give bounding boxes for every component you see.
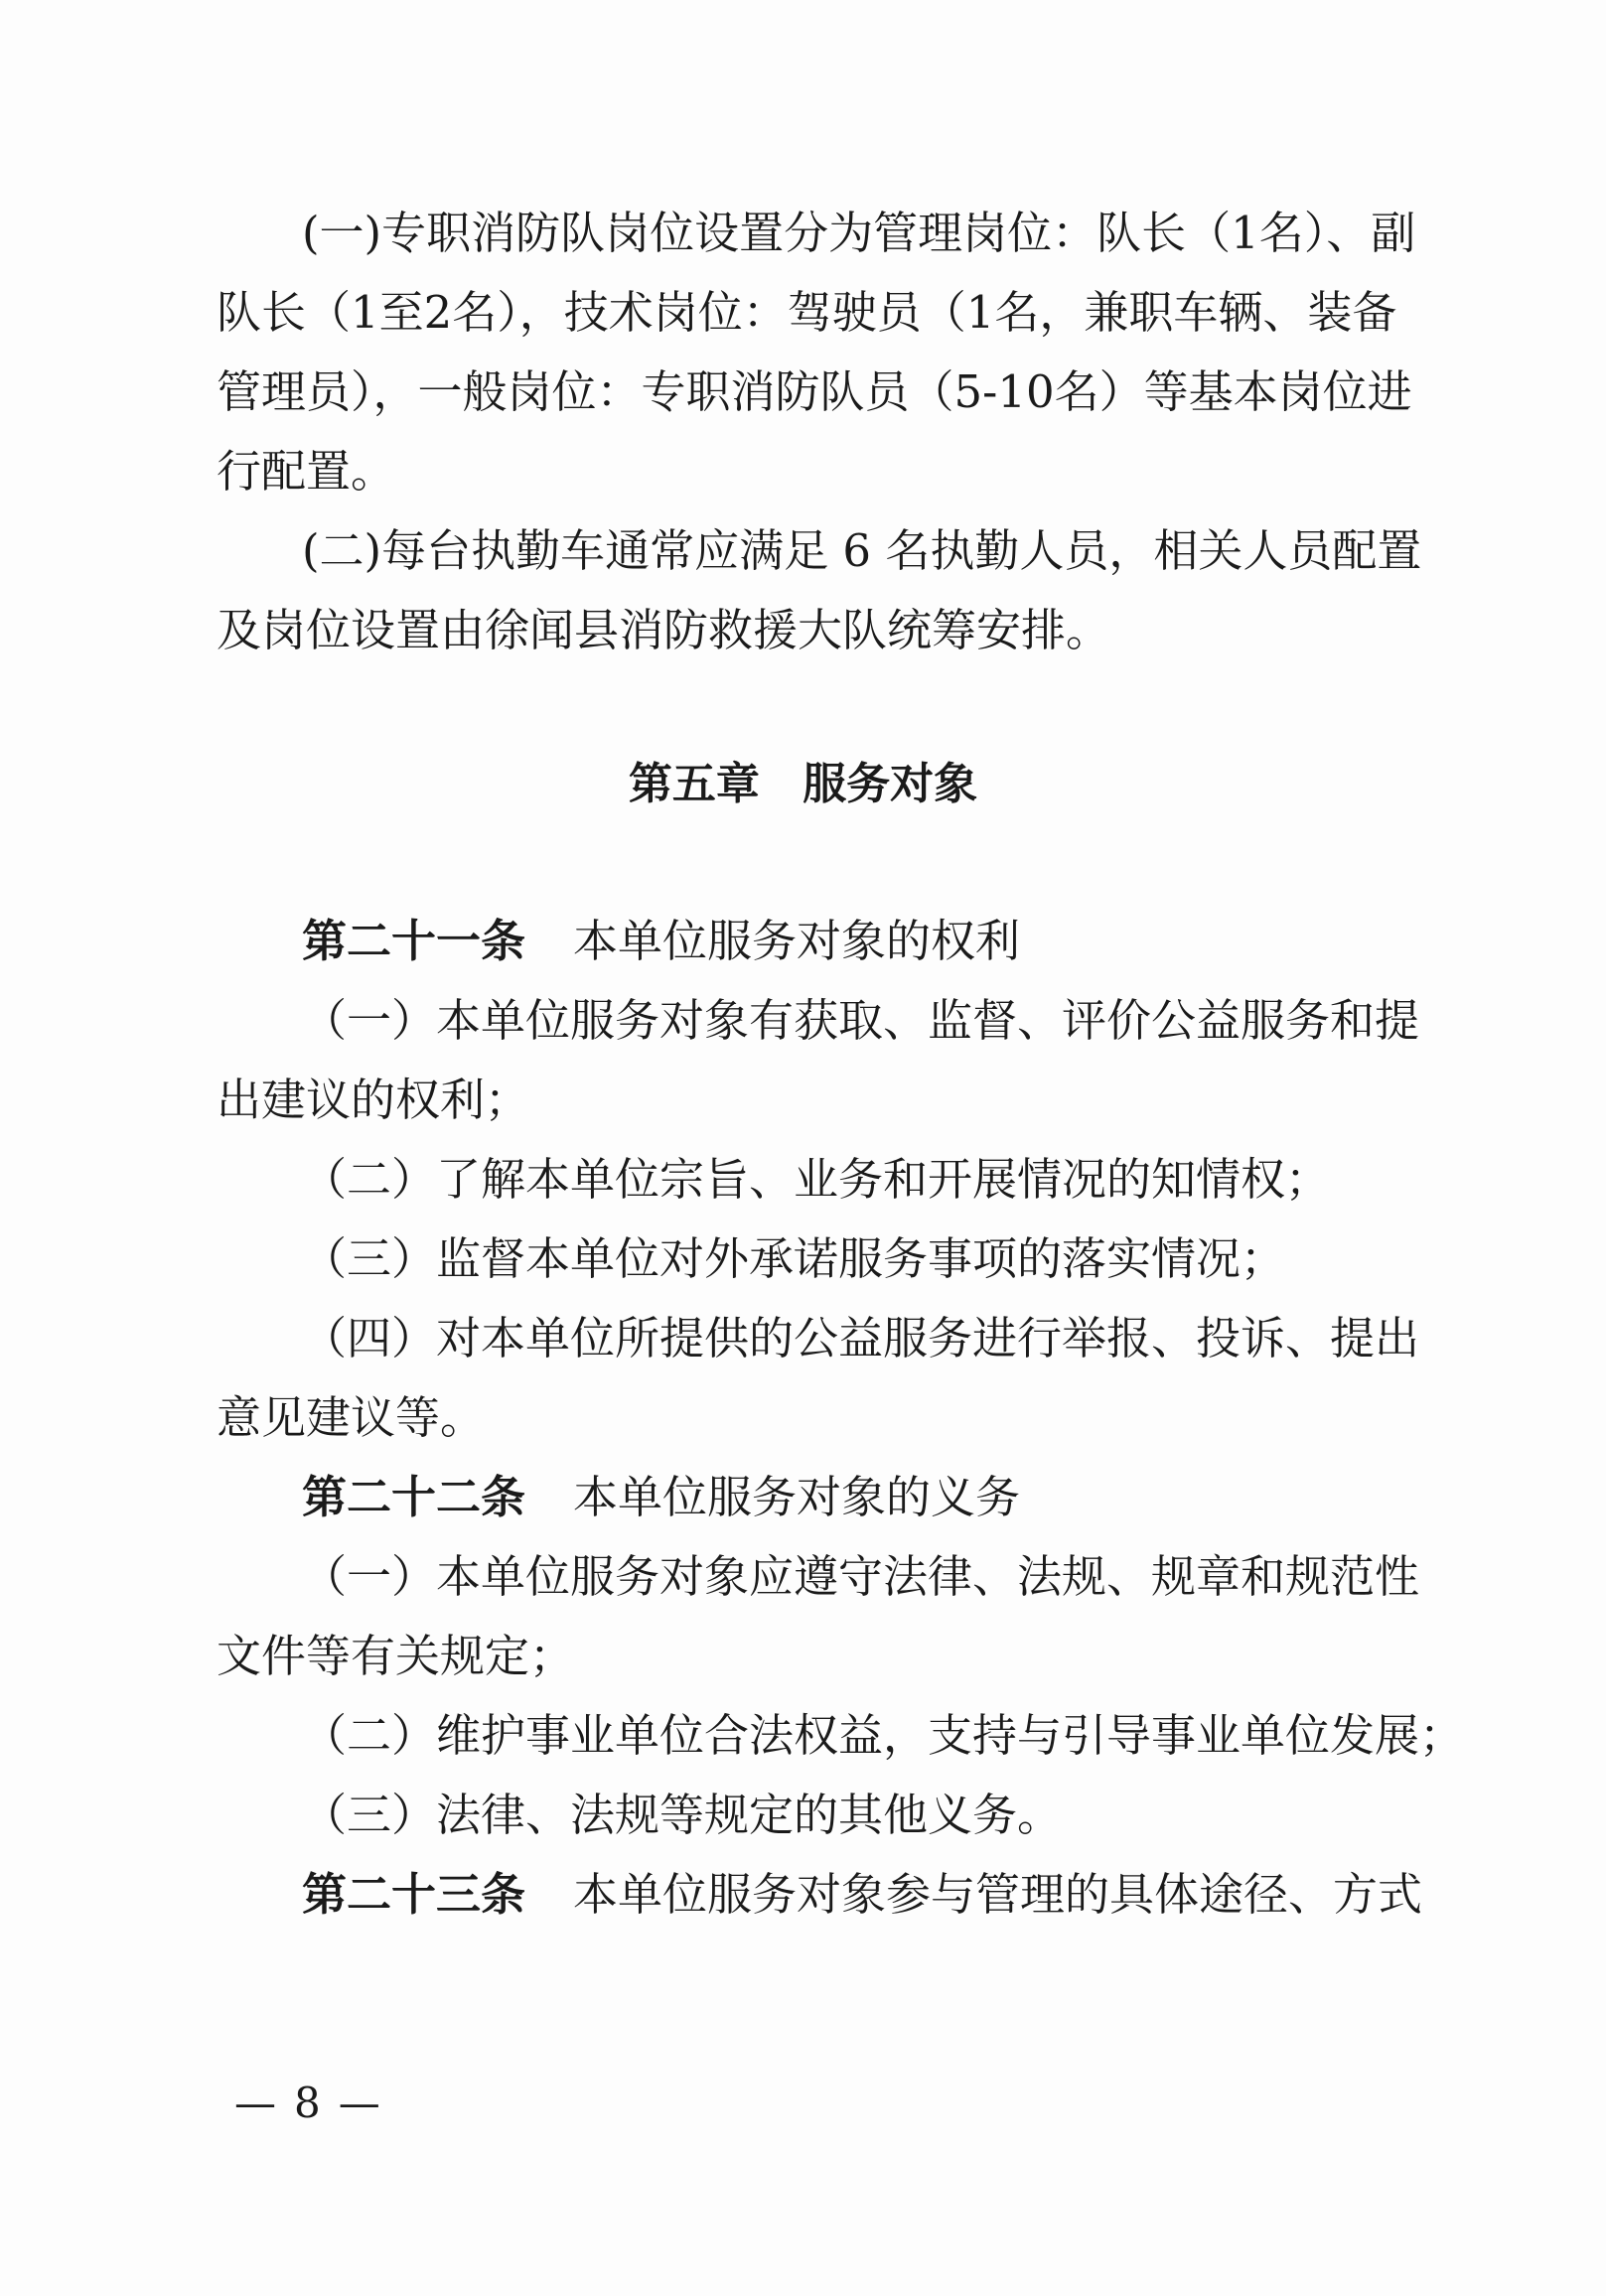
paragraph-line: 队长（1至2名），技术岗位：驾驶员（1名，兼职车辆、装备 xyxy=(217,286,1397,339)
article-item-line: 文件等有关规定； xyxy=(217,1630,575,1682)
article-item-line: 出建议的权利； xyxy=(217,1074,530,1126)
article-number: 第二十一条 xyxy=(302,915,526,967)
article-title: 本单位服务对象参与管理的具体途径、方式 xyxy=(573,1868,1423,1921)
article-item-line: 意见建议等。 xyxy=(217,1391,486,1444)
page-number-dash-left: — xyxy=(234,2079,276,2127)
article-title: 本单位服务对象的权利 xyxy=(573,915,1021,967)
page-number xyxy=(217,2074,398,2133)
article-title: 本单位服务对象的义务 xyxy=(573,1471,1021,1523)
article-item-line: （三）监督本单位对外承诺服务事项的落实情况； xyxy=(302,1232,1286,1285)
paragraph-line: 管理员），一般岗位：专职消防队员（5-10名）等基本岗位进 xyxy=(217,365,1412,418)
article-heading xyxy=(0,907,1606,986)
article-item-line: （四）对本单位所提供的公益服务进行举报、投诉、提出 xyxy=(302,1312,1420,1364)
paragraph-line: (一)专职消防队岗位设置分为管理岗位：队长（1名）、副 xyxy=(302,207,1416,259)
article-item-line: （二）了解本单位宗旨、业务和开展情况的知情权； xyxy=(302,1153,1331,1206)
article-item-line: （二）维护事业单位合法权益，支持与引导事业单位发展； xyxy=(302,1709,1465,1762)
page-number-dash-right: — xyxy=(338,2079,380,2127)
chapter-title: 服务对象 xyxy=(803,759,978,809)
chapter-number: 第五章 xyxy=(628,759,760,809)
article-number: 第二十二条 xyxy=(302,1471,526,1523)
article-heading xyxy=(0,1860,1606,1939)
paragraph-line: 及岗位设置由徐闻县消防救援大队统筹安排。 xyxy=(217,604,1111,656)
article-item-line: （一）本单位服务对象有获取、监督、评价公益服务和提 xyxy=(302,994,1420,1047)
article-item-line: （一）本单位服务对象应遵守法律、法规、规章和规范性 xyxy=(302,1550,1420,1603)
paragraph-line: 行配置。 xyxy=(217,445,396,498)
article-item-line: （三）法律、法规等规定的其他义务。 xyxy=(302,1789,1063,1841)
page-number-value: 8 xyxy=(294,2079,321,2127)
chapter-heading xyxy=(0,750,1606,829)
paragraph-line: (二)每台执勤车通常应满足 6 名执勤人员，相关人员配置 xyxy=(302,524,1422,577)
article-number: 第二十三条 xyxy=(302,1868,526,1921)
article-heading xyxy=(0,1463,1606,1542)
